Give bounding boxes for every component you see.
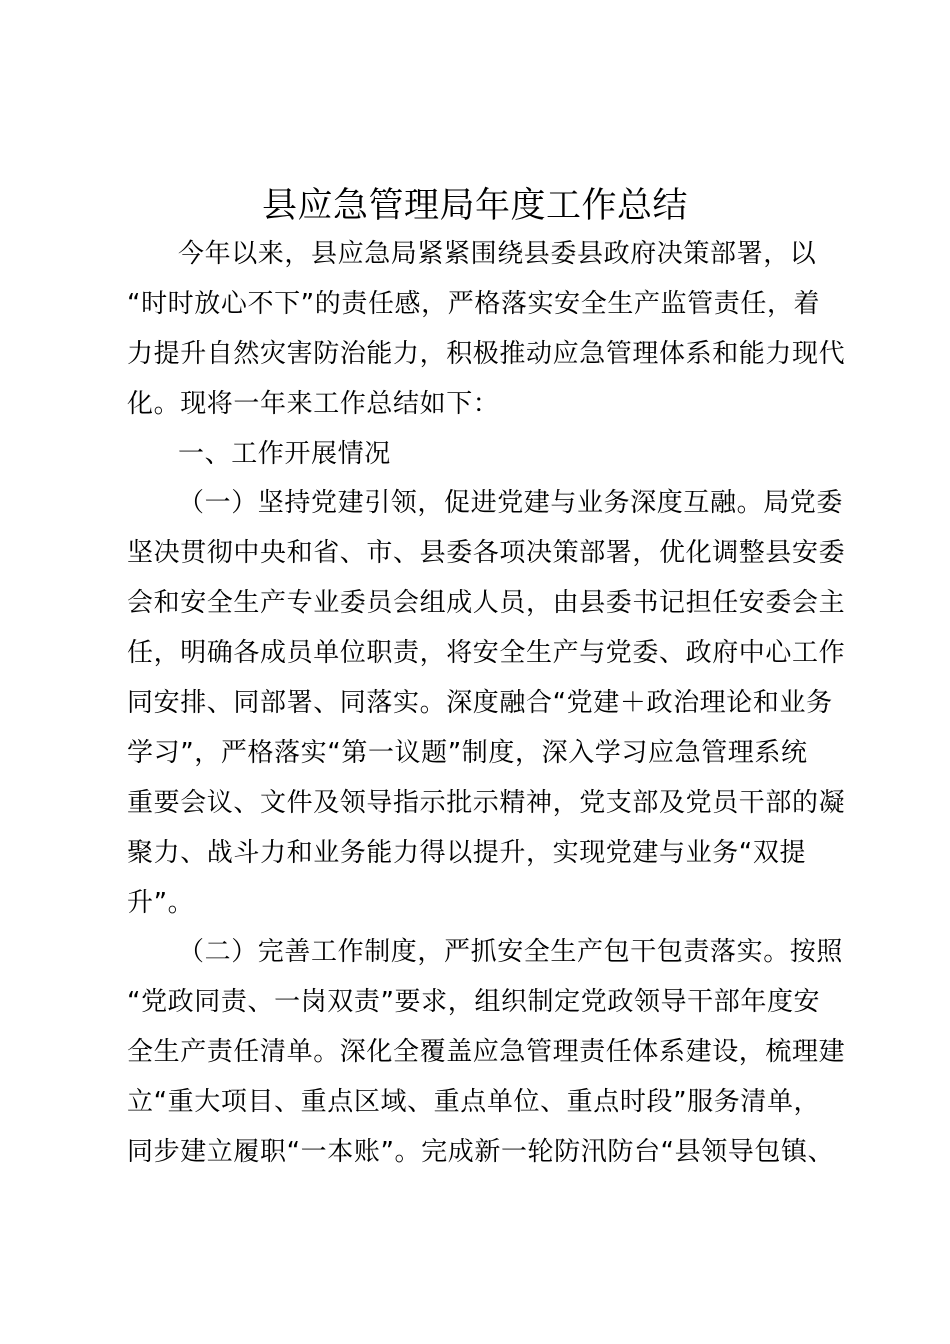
paragraph-line: 全生产责任清单。深化全覆盖应急管理责任体系建设，梳理建 <box>127 1037 846 1067</box>
paragraph-line: 同步建立履职“一本账”。完成新一轮防汛防台“县领导包镇、 <box>127 1137 835 1167</box>
paragraph-line: 今年以来，县应急局紧紧围绕县委县政府决策部署，以 <box>178 239 817 269</box>
paragraph-line: “时时放心不下”的责任感，严格落实安全生产监管责任，着 <box>127 289 821 319</box>
section-heading: 一、工作开展情况 <box>178 439 391 469</box>
paragraph-line: 聚力、战斗力和业务能力得以提升，实现党建与业务“双提 <box>127 838 807 868</box>
paragraph-line: 重要会议、文件及领导指示批示精神，党支部及党员干部的凝 <box>127 788 846 818</box>
document-title: 县应急管理局年度工作总结 <box>261 186 688 226</box>
paragraph-line: 学习”，严格落实“第一议题”制度，深入学习应急管理系统 <box>127 738 808 768</box>
paragraph-line: 任，明确各成员单位职责，将安全生产与党委、政府中心工作 <box>127 638 846 668</box>
paragraph-line: 会和安全生产专业委员会组成人员，由县委书记担任安委会主 <box>127 588 846 618</box>
paragraph-line: 化。现将一年来工作总结如下： <box>127 389 500 419</box>
paragraph-line: 力提升自然灾害防治能力，积极推动应急管理体系和能力现代 <box>127 339 846 369</box>
paragraph-line: 升”。 <box>127 888 195 918</box>
paragraph-line: 同安排、同部署、同落实。深度融合“党建＋政治理论和业务 <box>127 688 833 718</box>
paragraph-line: “党政同责、一岗双责”要求，组织制定党政领导干部年度安 <box>127 987 821 1017</box>
paragraph-line: 立“重大项目、重点区域、重点单位、重点时段”服务清单， <box>127 1087 821 1117</box>
paragraph-line: （一）坚持党建引领，促进党建与业务深度互融。局党委 <box>178 488 844 518</box>
paragraph-line: （二）完善工作制度，严抓安全生产包干包责落实。按照 <box>178 937 844 967</box>
paragraph-line: 坚决贯彻中央和省、市、县委各项决策部署，优化调整县安委 <box>127 538 846 568</box>
